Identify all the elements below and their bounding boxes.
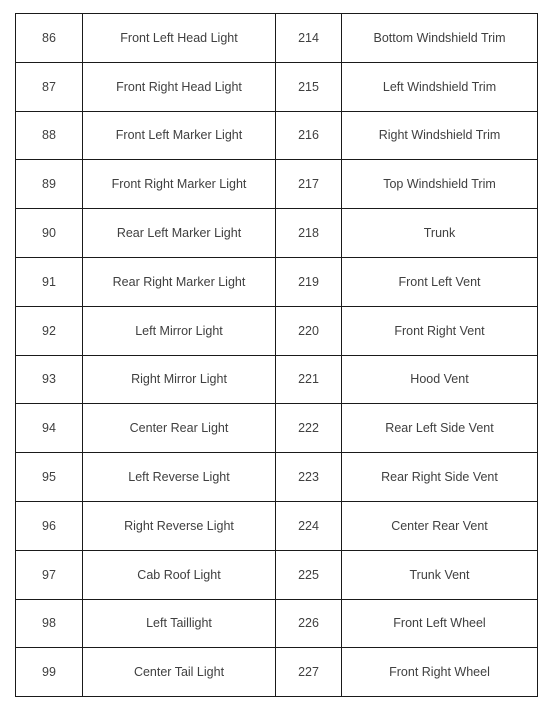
- part-name-cell: Trunk: [342, 209, 538, 258]
- part-number-cell: 89: [16, 160, 83, 209]
- part-name-cell: Front Left Head Light: [83, 14, 276, 63]
- part-name-cell: Front Right Vent: [342, 306, 538, 355]
- parts-table: [15, 13, 538, 697]
- part-number-cell: 219: [276, 257, 342, 306]
- part-number-cell: 222: [276, 404, 342, 453]
- table-row: [16, 306, 538, 355]
- part-number-cell: 227: [276, 648, 342, 697]
- part-number-cell: 221: [276, 355, 342, 404]
- part-name-cell: Left Windshield Trim: [342, 62, 538, 111]
- table-row: [16, 14, 538, 63]
- parts-table-container: [15, 13, 537, 697]
- part-name-cell: Rear Right Side Vent: [342, 453, 538, 502]
- part-number-cell: 215: [276, 62, 342, 111]
- table-row: [16, 355, 538, 404]
- table-row: [16, 501, 538, 550]
- part-number-cell: 90: [16, 209, 83, 258]
- part-name-cell: Right Reverse Light: [83, 501, 276, 550]
- part-number-cell: 218: [276, 209, 342, 258]
- part-name-cell: Hood Vent: [342, 355, 538, 404]
- part-number-cell: 97: [16, 550, 83, 599]
- part-name-cell: Rear Left Side Vent: [342, 404, 538, 453]
- part-number-cell: 223: [276, 453, 342, 502]
- part-number-cell: 88: [16, 111, 83, 160]
- part-name-cell: Front Left Vent: [342, 257, 538, 306]
- part-number-cell: 98: [16, 599, 83, 648]
- table-row: [16, 257, 538, 306]
- part-name-cell: Trunk Vent: [342, 550, 538, 599]
- part-number-cell: 91: [16, 257, 83, 306]
- part-number-cell: 216: [276, 111, 342, 160]
- table-row: [16, 648, 538, 697]
- part-name-cell: Front Right Head Light: [83, 62, 276, 111]
- part-name-cell: Front Left Wheel: [342, 599, 538, 648]
- table-row: [16, 404, 538, 453]
- part-number-cell: 99: [16, 648, 83, 697]
- part-number-cell: 86: [16, 14, 83, 63]
- part-name-cell: Front Right Wheel: [342, 648, 538, 697]
- part-number-cell: 224: [276, 501, 342, 550]
- part-name-cell: Left Taillight: [83, 599, 276, 648]
- part-name-cell: Cab Roof Light: [83, 550, 276, 599]
- part-name-cell: Bottom Windshield Trim: [342, 14, 538, 63]
- part-number-cell: 225: [276, 550, 342, 599]
- table-row: [16, 209, 538, 258]
- table-row: [16, 550, 538, 599]
- part-number-cell: 94: [16, 404, 83, 453]
- table-row: [16, 62, 538, 111]
- parts-table-body: [16, 14, 538, 697]
- part-name-cell: Front Left Marker Light: [83, 111, 276, 160]
- part-name-cell: Top Windshield Trim: [342, 160, 538, 209]
- part-name-cell: Right Windshield Trim: [342, 111, 538, 160]
- part-name-cell: Center Tail Light: [83, 648, 276, 697]
- part-name-cell: Center Rear Vent: [342, 501, 538, 550]
- part-number-cell: 226: [276, 599, 342, 648]
- part-name-cell: Right Mirror Light: [83, 355, 276, 404]
- table-row: [16, 453, 538, 502]
- part-name-cell: Front Right Marker Light: [83, 160, 276, 209]
- part-number-cell: 220: [276, 306, 342, 355]
- part-number-cell: 96: [16, 501, 83, 550]
- part-number-cell: 214: [276, 14, 342, 63]
- part-number-cell: 92: [16, 306, 83, 355]
- part-number-cell: 93: [16, 355, 83, 404]
- table-row: [16, 160, 538, 209]
- part-number-cell: 217: [276, 160, 342, 209]
- table-row: [16, 599, 538, 648]
- part-number-cell: 95: [16, 453, 83, 502]
- part-name-cell: Center Rear Light: [83, 404, 276, 453]
- part-name-cell: Rear Left Marker Light: [83, 209, 276, 258]
- part-number-cell: 87: [16, 62, 83, 111]
- part-name-cell: Left Reverse Light: [83, 453, 276, 502]
- part-name-cell: Rear Right Marker Light: [83, 257, 276, 306]
- table-row: [16, 111, 538, 160]
- part-name-cell: Left Mirror Light: [83, 306, 276, 355]
